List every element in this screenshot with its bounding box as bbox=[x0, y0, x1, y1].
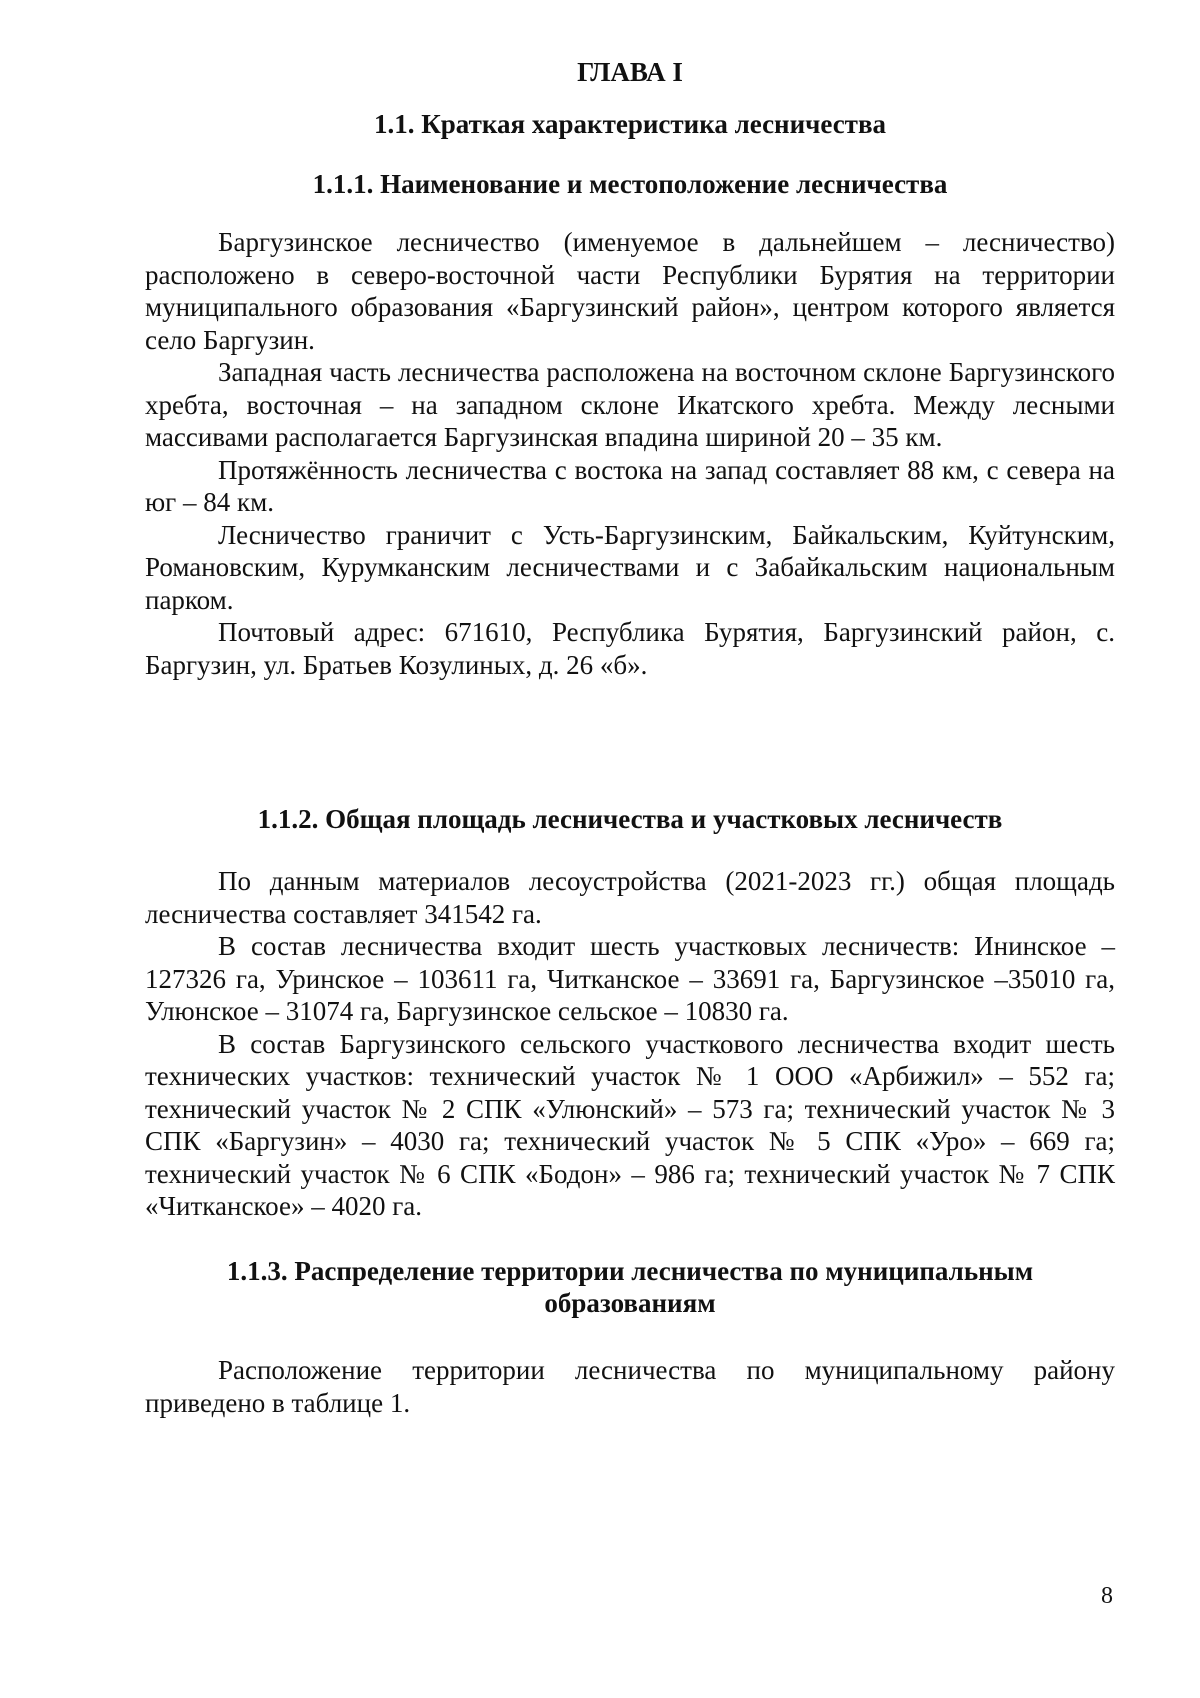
chapter-title: ГЛАВА I bbox=[577, 57, 683, 87]
section-1-1-3-body bbox=[145, 1354, 1115, 1419]
section-1-1-1-body bbox=[145, 226, 1115, 681]
paragraph-district-forestries: В состав лесничества входит шесть участковых лесничеств: Ининское – 127326 га, Уринское – 103611 га, Читканское – 33691 га, Баргузинское –35010 га, Улюнское – 31074 га, Баргузинское сельское – 10830 га. bbox=[145, 931, 1115, 1026]
paragraph-western-part: Западная часть лесничества расположена на восточном склоне Баргузинского хребта, восточная – на западном склоне Икатского хребта. Между лесными массивами располагается Баргузинская впадина шириной 20 – 35 км. bbox=[145, 357, 1115, 452]
page-number: 8 bbox=[1101, 1583, 1113, 1609]
paragraph-extent: Протяжённость лесничества с востока на запад составляет 88 км, с севера на юг – 84 км. bbox=[145, 454, 1115, 517]
section-1-1-2-title: 1.1.2. Общая площадь лесничества и участковых лесничеств bbox=[257, 804, 1003, 834]
paragraph-postal-address: Почтовый адрес: 671610, Республика Бурятия, Баргузинский район, с. Баргузин, ул. Братьев Козулиных, д. 26 «б». bbox=[145, 617, 1115, 680]
paragraph-name-location: Баргузинское лесничество (именуемое в дальнейшем – лесничество) расположено в северо-восточной части Республики Бурятия на территории муниципального образования «Баргузинский район», центром которого является село Баргузин. bbox=[145, 227, 1115, 355]
paragraph-borders: Лесничество граничит с Усть-Баргузинским, Байкальским, Куйтунским, Романовским, Курумканским лесничествами и с Забайкальским национальным парком. bbox=[145, 519, 1115, 615]
section-1-1-3-title bbox=[145, 1255, 1115, 1319]
section-1-1-2-body bbox=[145, 865, 1115, 1223]
section-1-1-title: 1.1. Краткая характеристика лесничества bbox=[373, 109, 887, 139]
paragraph-technical-sites: В состав Баргузинского сельского участкового лесничества входит шесть технических участков: технический участок № 1 ООО «Арбижил» – 552 га; технический участок № 2 СПК «Улюнский» – 573 га; технический участок № 3 СПК «Баргузин» – 4030 га; технический участок № 5 СПК «Уро» – 669 га; технический участок № 6 СПК «Бодон» – 986 га; технический участок № 7 СПК «Читканское» – 4020 га. bbox=[145, 1028, 1115, 1221]
section-1-1-1-title: 1.1.1. Наименование и местоположение лесничества bbox=[312, 169, 948, 199]
paragraph-total-area: По данным материалов лесоустройства (2021-2023 гг.) общая площадь лесничества составляет 341542 га. bbox=[145, 866, 1115, 929]
section-1-1-3-title-line-1: 1.1.3. Распределение территории лесничества по муниципальным bbox=[226, 1256, 1034, 1286]
paragraph-table-reference: Расположение территории лесничества по муниципальному району приведено в таблице 1. bbox=[145, 1355, 1115, 1418]
section-1-1-3-title-line-2: образованиям bbox=[544, 1288, 716, 1318]
